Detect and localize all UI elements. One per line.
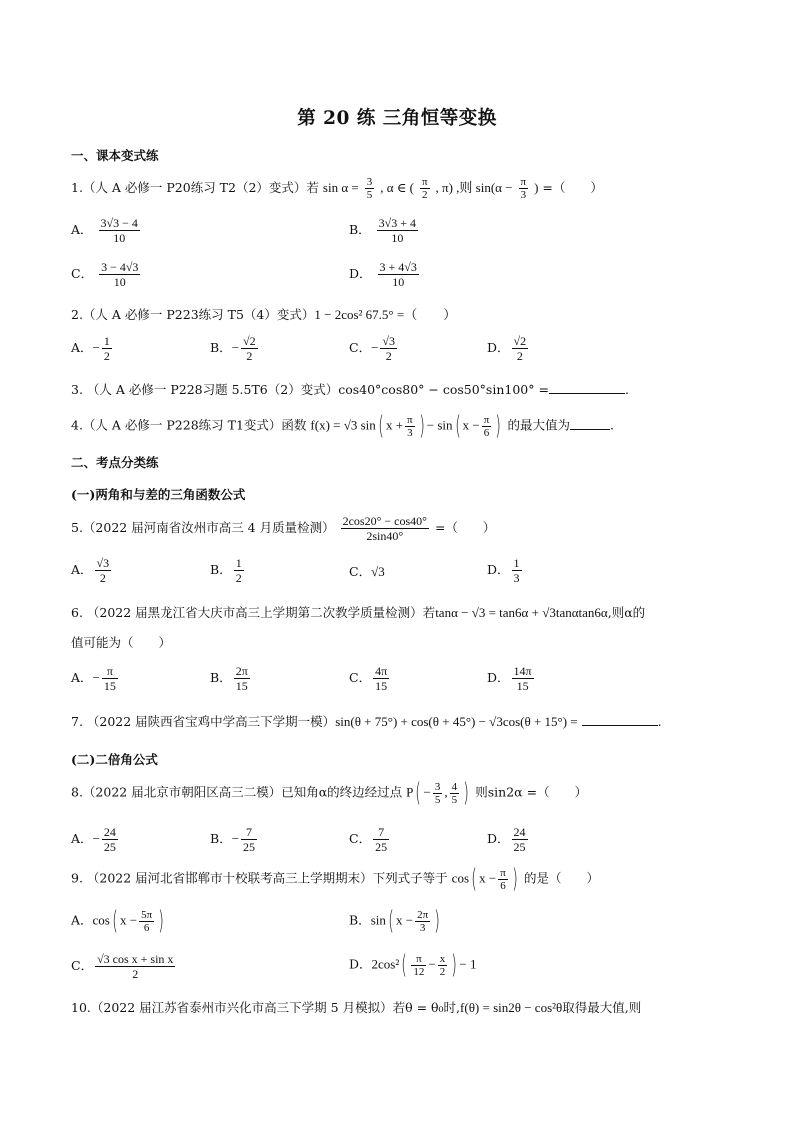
q4-answer-blank[interactable] xyxy=(570,429,610,430)
section-heading-1: 一、课本变式练 xyxy=(71,148,159,163)
question-4: 4.（人 A 必修一 P228练习 T1变式）函数 f(x) = √3 sin( x + $\frac{\pi}{3}$ ) − sin( x − $\frac{\pi}{6}$ ) 的最大值为 . xyxy=(71,411,614,441)
q1-b-frac: $\frac{3√3 + 4}{10}$ xyxy=(378,216,417,245)
page-title: 第 20 练 三角恒等变换 xyxy=(297,108,497,129)
q6-option-b: B． $\frac{2\pi}{15}$ xyxy=(210,664,248,693)
q5-option-c: C．√3 xyxy=(349,564,385,579)
question-7: 7. （2022 届陕西省宝鸡中学高三下学期一模）sin(θ + 75°) + cos(θ + 45°) − √3cos(θ + 15°) = . xyxy=(71,714,662,729)
q9-option-a: A．cos( x − $\frac{5\pi}{6}$ ) xyxy=(71,906,165,936)
question-3: 3. （人 A 必修一 P228习题 5.5T6（2）变式）cos40°cos80° − cos50°sin100° = . xyxy=(71,382,629,397)
q1-a-frac: $\frac{3√3 - 4}{10}$ xyxy=(100,216,138,245)
q5-frac: $\frac{2\cos 20^\circ - \cos 40^\circ}{2\sin 40^\circ}$ xyxy=(342,514,427,543)
question-10: 10.（2022 届江苏省泰州市兴化市高三下学期 5 月模拟）若θ = θ₀时,f(θ) = sin2θ − cos²θ取得最大值,则 xyxy=(71,1000,642,1015)
section-heading-2: 二、考点分类练 xyxy=(71,455,159,470)
q8-option-a: A．− $\frac{24}{25}$ xyxy=(71,825,116,854)
question-2: 2.（人 A 必修一 P223练习 T5（4）变式）1 − 2cos² 67.5° =（ ） xyxy=(71,307,457,322)
q2-option-a: A．− $\frac{1}{2}$ xyxy=(71,334,110,363)
q1-d-frac: $\frac{3 + 4√3}{10}$ xyxy=(379,260,417,289)
q9-option-c: C． $\frac{\text{√3 cos x + sin x}}{2}$ xyxy=(71,952,174,981)
q5-option-b: B． $\frac{1}{2}$ xyxy=(210,556,242,585)
q1-ask: =（ ） xyxy=(542,180,603,195)
q2-option-d: D． $\frac{√2}{2}$ xyxy=(487,334,527,363)
q1-option-d: D． $\frac{3 + 4√3}{10}$ xyxy=(349,260,417,289)
q1-c-frac: $\frac{3 - 4√3}{10}$ xyxy=(101,260,139,289)
q5-option-d: D． $\frac{1}{3}$ xyxy=(487,556,520,585)
q1-frac-sin: $\frac{3}{5}$ xyxy=(366,176,373,201)
q2-option-c: C．− $\frac{√3}{2}$ xyxy=(349,334,396,363)
q7-answer-blank[interactable] xyxy=(582,725,658,726)
question-5: 5.（2022 届河南省汝州市高三 4 月质量检测） $\frac{2\cos 20^\circ - \cos 40^\circ}{2\sin 40^\circ}$ =（ ） xyxy=(71,514,496,543)
question-9: 9. （2022 届河北省邯郸市十校联考高三上学期期末）下列式子等于 cos( x − $\frac{\pi}{6}$ ) 的是（ ） xyxy=(71,864,599,894)
q1-option-c: C． $\frac{3 - 4√3}{10}$ xyxy=(71,260,139,289)
q3-answer-blank[interactable] xyxy=(549,393,625,394)
q6-option-c: C． $\frac{4\pi}{15}$ xyxy=(349,664,388,693)
subsection-heading-2: (二)二倍角公式 xyxy=(71,752,158,767)
q9-option-d: D．2cos²( $\frac{\pi}{12}$ − $\frac{x}{2}$ ) − 1 xyxy=(349,950,477,980)
question-8: 8.（2022 届北京市朝阳区高三二模）已知角α的终边经过点 P( − $\frac{3}{5}$ , $\frac{4}{5}$ ) 则sin2α =（ ） xyxy=(71,778,588,808)
question-1: 1.（人 A 必修一 P20练习 T2（2）变式）若 sin α = $\frac{3}{5}$ , α ∈ ( $\frac{\pi}{2}$ , π) ,则 sin(α − $\frac{\pi}{3}$ ) =（ ） xyxy=(71,176,603,201)
q8-option-c: C． $\frac{7}{25}$ xyxy=(349,825,388,854)
q1-prefix: 1.（人 A 必修一 P20练习 T2（2）变式）若 xyxy=(71,180,319,195)
subsection-heading-1: (一)两角和与差的三角函数公式 xyxy=(71,487,246,502)
question-6-line-2: 值可能为（ ） xyxy=(71,635,172,650)
q9-option-b: B．sin( x − $\frac{2\pi}{3}$ ) xyxy=(349,906,441,936)
question-6-line-1: 6. （2022 届黑龙江省大庆市高三上学期第二次教学质量检测）若tanα − √3 = tan6α + √3tanαtan6α,则α的 xyxy=(71,605,646,620)
q6-option-a: A．− $\frac{\pi}{15}$ xyxy=(71,664,116,693)
q8-option-b: B．− $\frac{7}{25}$ xyxy=(210,825,256,854)
q2-option-b: B．− $\frac{√2}{2}$ xyxy=(210,334,256,363)
q6-option-d: D． $\frac{14\pi}{15}$ xyxy=(487,664,532,693)
q1-option-b: B． $\frac{3√3 + 4}{10}$ xyxy=(349,216,417,245)
q1-frac-pi3: $\frac{\pi}{3}$ xyxy=(520,176,527,201)
q1-frac-pi2: $\frac{\pi}{2}$ xyxy=(421,176,428,201)
q5-option-a: A． $\frac{√3}{2}$ xyxy=(71,556,110,585)
q8-option-d: D． $\frac{24}{25}$ xyxy=(487,825,526,854)
q1-option-a: A． $\frac{3√3 - 4}{10}$ xyxy=(71,216,138,245)
